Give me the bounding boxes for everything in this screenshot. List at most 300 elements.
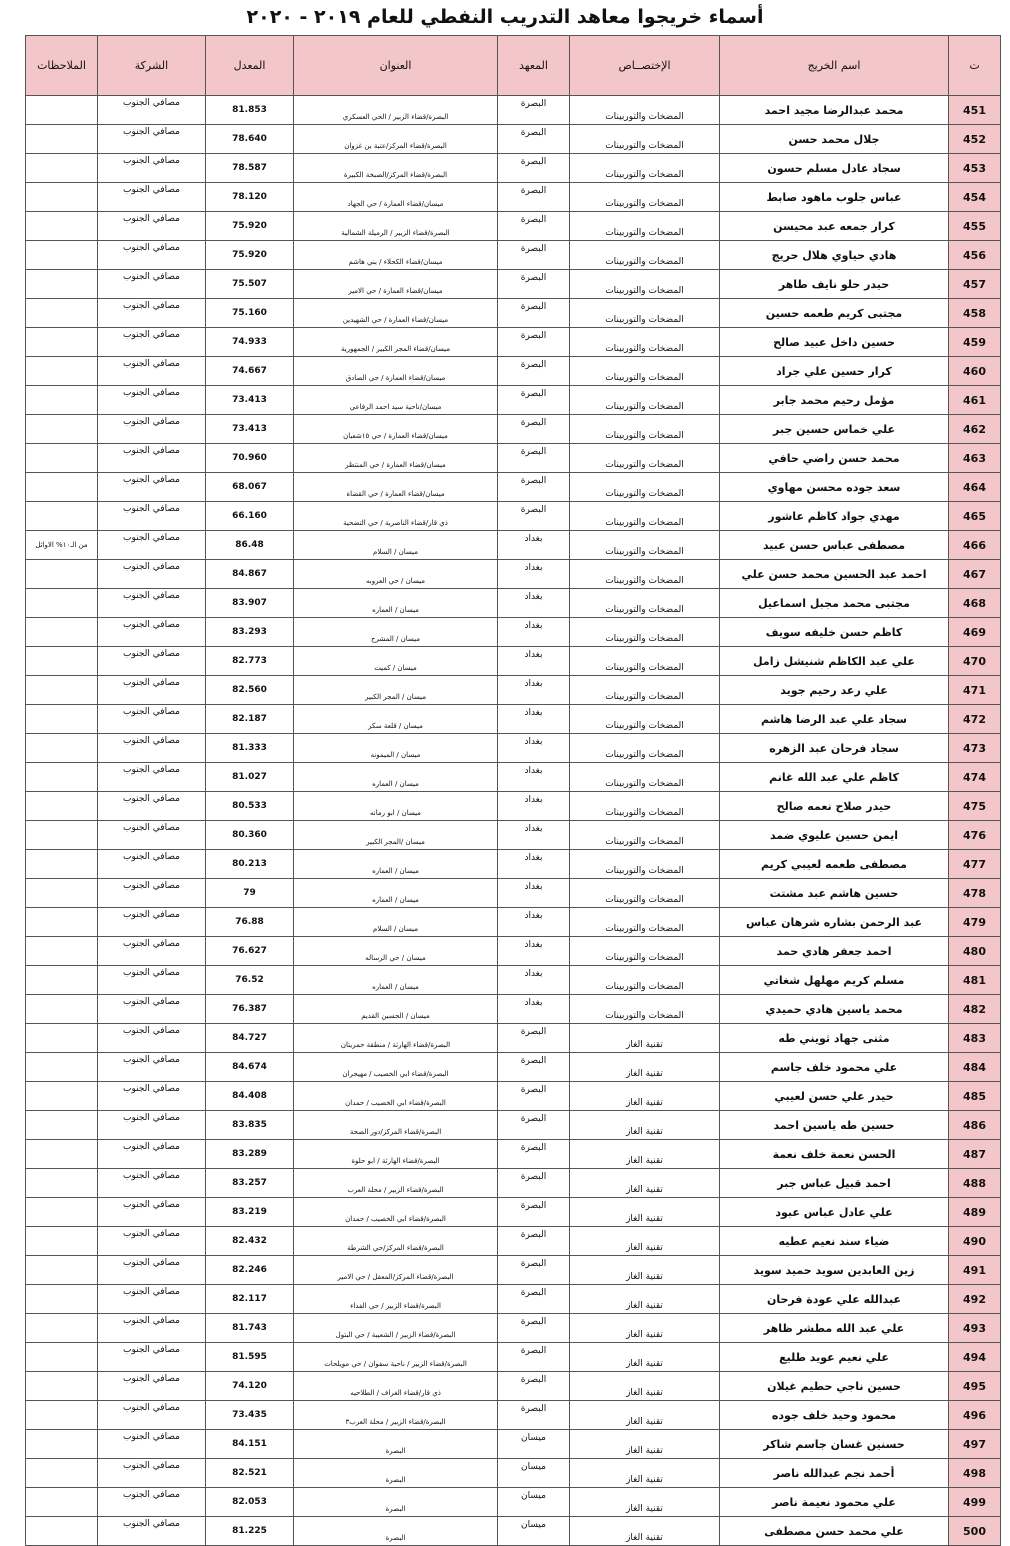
company-cell: مصافي الجنوب	[98, 734, 206, 763]
average-cell: 78.587	[206, 154, 294, 183]
address-cell: البصرة/قضاء الهارثة / ابو حلوة	[294, 1140, 498, 1169]
institute-cell: البصرة	[498, 154, 570, 183]
institute-cell: البصرة	[498, 1343, 570, 1372]
address-cell: البصرة/قضاء الزبير / محلة العرب	[294, 1169, 498, 1198]
institute-cell: البصرة	[498, 270, 570, 299]
table-row	[26, 1488, 1001, 1517]
row-number-cell: 462	[949, 415, 1001, 444]
notes-cell	[26, 1256, 98, 1285]
graduate-name-cell: محمود وحيد خلف جوده	[720, 1401, 949, 1430]
header-address: العنوان	[294, 36, 498, 96]
row-number-cell: 478	[949, 879, 1001, 908]
notes-cell	[26, 908, 98, 937]
company-cell: مصافي الجنوب	[98, 531, 206, 560]
table-row	[26, 386, 1001, 415]
graduate-name-cell: ايمن حسين عليوي ضمد	[720, 821, 949, 850]
graduate-name-cell: احمد عبد الحسين محمد حسن علي	[720, 560, 949, 589]
graduate-name-cell: الحسن نعمة خلف نعمة	[720, 1140, 949, 1169]
institute-cell: بغداد	[498, 589, 570, 618]
average-cell: 83.289	[206, 1140, 294, 1169]
company-cell: مصافي الجنوب	[98, 1053, 206, 1082]
graduate-name-cell: علي عبد الكاظم شنيشل زامل	[720, 647, 949, 676]
graduate-name-cell: محمد ياسين هادي حميدي	[720, 995, 949, 1024]
notes-cell	[26, 1430, 98, 1459]
graduate-name-cell: سجاد فرحان عبد الزهره	[720, 734, 949, 763]
address-cell: البصرة/قضاء الزبير / الحي العسكري	[294, 96, 498, 125]
row-number-cell: 477	[949, 850, 1001, 879]
institute-cell: بغداد	[498, 531, 570, 560]
graduate-name-cell: سجاد علي عبد الرضا هاشم	[720, 705, 949, 734]
row-number-cell: 473	[949, 734, 1001, 763]
graduate-name-cell: أحمد نجم عبدالله ناصر	[720, 1459, 949, 1488]
address-cell: البصرة/قضاء ابي الخصيب / حمدان	[294, 1082, 498, 1111]
average-cell: 82.521	[206, 1459, 294, 1488]
header-row	[26, 36, 1001, 96]
address-cell: البصرة/قضاء المركز/عتبة بن غزوان	[294, 125, 498, 154]
table-row	[26, 763, 1001, 792]
table-row	[26, 1459, 1001, 1488]
address-cell: البصرة/قضاء المركز/المعقل / حي الامير	[294, 1256, 498, 1285]
average-cell: 78.120	[206, 183, 294, 212]
notes-cell	[26, 879, 98, 908]
table-row	[26, 531, 1001, 560]
average-cell: 75.920	[206, 212, 294, 241]
specialization-cell: المضخات والتوربينات	[570, 212, 720, 241]
company-cell: مصافي الجنوب	[98, 473, 206, 502]
institute-cell: بغداد	[498, 676, 570, 705]
notes-cell	[26, 502, 98, 531]
specialization-cell: المضخات والتوربينات	[570, 560, 720, 589]
row-number-cell: 465	[949, 502, 1001, 531]
average-cell: 84.674	[206, 1053, 294, 1082]
company-cell: مصافي الجنوب	[98, 386, 206, 415]
row-number-cell: 451	[949, 96, 1001, 125]
specialization-cell: تقنية الغاز	[570, 1111, 720, 1140]
address-cell: ميسان / الميمونه	[294, 734, 498, 763]
institute-cell: البصرة	[498, 1314, 570, 1343]
company-cell: مصافي الجنوب	[98, 328, 206, 357]
specialization-cell: المضخات والتوربينات	[570, 328, 720, 357]
average-cell: 80.533	[206, 792, 294, 821]
specialization-cell: تقنية الغاز	[570, 1488, 720, 1517]
header-specialization: الإختصــاص	[570, 36, 720, 96]
notes-cell	[26, 1140, 98, 1169]
address-cell: ميسان / العماره	[294, 850, 498, 879]
average-cell: 70.960	[206, 444, 294, 473]
specialization-cell: المضخات والتوربينات	[570, 908, 720, 937]
specialization-cell: المضخات والتوربينات	[570, 850, 720, 879]
row-number-cell: 497	[949, 1430, 1001, 1459]
specialization-cell: تقنية الغاز	[570, 1053, 720, 1082]
institute-cell: بغداد	[498, 763, 570, 792]
address-cell: ميسان / العماره	[294, 763, 498, 792]
graduate-name-cell: جلال محمد حسن	[720, 125, 949, 154]
company-cell: مصافي الجنوب	[98, 618, 206, 647]
graduate-name-cell: مؤمل رحيم محمد جابر	[720, 386, 949, 415]
company-cell: مصافي الجنوب	[98, 1401, 206, 1430]
company-cell: مصافي الجنوب	[98, 270, 206, 299]
table-row	[26, 1111, 1001, 1140]
table-row	[26, 1372, 1001, 1401]
page-title: أسماء خريجوا معاهد التدريب النفطي للعام ٢٠١٩ - ٢٠٢٠	[246, 6, 764, 28]
table-row	[26, 1314, 1001, 1343]
institute-cell: البصرة	[498, 1169, 570, 1198]
table-row	[26, 212, 1001, 241]
table-row	[26, 560, 1001, 589]
specialization-cell: المضخات والتوربينات	[570, 647, 720, 676]
notes-cell	[26, 1314, 98, 1343]
institute-cell: البصرة	[498, 1401, 570, 1430]
address-cell: البصرة/قضاء ابي الخصيب / مهيجران	[294, 1053, 498, 1082]
company-cell: مصافي الجنوب	[98, 212, 206, 241]
average-cell: 82.187	[206, 705, 294, 734]
company-cell: مصافي الجنوب	[98, 1314, 206, 1343]
graduate-name-cell: كرار جمعه عبد محيسن	[720, 212, 949, 241]
row-number-cell: 472	[949, 705, 1001, 734]
row-number-cell: 484	[949, 1053, 1001, 1082]
address-cell: ميسان / المجر الكبير	[294, 676, 498, 705]
company-cell: مصافي الجنوب	[98, 647, 206, 676]
company-cell: مصافي الجنوب	[98, 995, 206, 1024]
notes-cell	[26, 937, 98, 966]
specialization-cell: المضخات والتوربينات	[570, 734, 720, 763]
address-cell: ميسان/قضاء العمارة / حي الجهاد	[294, 183, 498, 212]
institute-cell: ميسان	[498, 1459, 570, 1488]
graduate-name-cell: سجاد عادل مسلم حسون	[720, 154, 949, 183]
company-cell: مصافي الجنوب	[98, 1517, 206, 1546]
institute-cell: بغداد	[498, 966, 570, 995]
table-row	[26, 1430, 1001, 1459]
institute-cell: البصرة	[498, 1285, 570, 1314]
notes-cell	[26, 821, 98, 850]
specialization-cell: المضخات والتوربينات	[570, 502, 720, 531]
row-number-cell: 464	[949, 473, 1001, 502]
average-cell: 81.595	[206, 1343, 294, 1372]
institute-cell: البصرة	[498, 125, 570, 154]
company-cell: مصافي الجنوب	[98, 1343, 206, 1372]
notes-cell	[26, 270, 98, 299]
graduate-name-cell: علي عادل عباس عبود	[720, 1198, 949, 1227]
header-notes: الملاحظات	[26, 36, 98, 96]
row-number-cell: 468	[949, 589, 1001, 618]
notes-cell	[26, 183, 98, 212]
row-number-cell: 466	[949, 531, 1001, 560]
average-cell: 83.293	[206, 618, 294, 647]
row-number-cell: 496	[949, 1401, 1001, 1430]
address-cell: ميسان/قضاء العمارة / حي الصادق	[294, 357, 498, 386]
institute-cell: البصرة	[498, 1198, 570, 1227]
notes-cell	[26, 589, 98, 618]
table-row	[26, 1053, 1001, 1082]
address-cell: ميسان / كميت	[294, 647, 498, 676]
row-number-cell: 491	[949, 1256, 1001, 1285]
average-cell: 83.835	[206, 1111, 294, 1140]
specialization-cell: المضخات والتوربينات	[570, 125, 720, 154]
table-row	[26, 183, 1001, 212]
notes-cell	[26, 96, 98, 125]
institute-cell: بغداد	[498, 705, 570, 734]
company-cell: مصافي الجنوب	[98, 183, 206, 212]
company-cell: مصافي الجنوب	[98, 1140, 206, 1169]
address-cell: ميسان / حي الرساله	[294, 937, 498, 966]
address-cell: البصرة/قضاء المركز/الصبخة الكبيرة	[294, 154, 498, 183]
table-row	[26, 270, 1001, 299]
notes-cell	[26, 734, 98, 763]
row-number-cell: 489	[949, 1198, 1001, 1227]
specialization-cell: تقنية الغاز	[570, 1140, 720, 1169]
row-number-cell: 459	[949, 328, 1001, 357]
institute-cell: البصرة	[498, 1140, 570, 1169]
row-number-cell: 488	[949, 1169, 1001, 1198]
notes-cell	[26, 328, 98, 357]
institute-cell: بغداد	[498, 821, 570, 850]
table-row	[26, 415, 1001, 444]
header-company: الشركة	[98, 36, 206, 96]
table-row	[26, 357, 1001, 386]
institute-cell: البصرة	[498, 1227, 570, 1256]
address-cell: البصرة/قضاء ابي الخصيب / حمدان	[294, 1198, 498, 1227]
address-cell: ذي قار/قضاء الغراف / الطلاحيه	[294, 1372, 498, 1401]
specialization-cell: المضخات والتوربينات	[570, 763, 720, 792]
average-cell: 82.560	[206, 676, 294, 705]
company-cell: مصافي الجنوب	[98, 1082, 206, 1111]
institute-cell: البصرة	[498, 386, 570, 415]
average-cell: 74.667	[206, 357, 294, 386]
company-cell: مصافي الجنوب	[98, 1198, 206, 1227]
company-cell: مصافي الجنوب	[98, 589, 206, 618]
specialization-cell: المضخات والتوربينات	[570, 386, 720, 415]
graduate-name-cell: مثنى جهاد ثويني طه	[720, 1024, 949, 1053]
graduates-table	[25, 35, 1001, 1546]
average-cell: 84.727	[206, 1024, 294, 1053]
table-row	[26, 589, 1001, 618]
header-average: المعدل	[206, 36, 294, 96]
notes-cell	[26, 647, 98, 676]
average-cell: 81.743	[206, 1314, 294, 1343]
header-institute: المعهد	[498, 36, 570, 96]
company-cell: مصافي الجنوب	[98, 415, 206, 444]
graduate-name-cell: محمد حسن راضي حافي	[720, 444, 949, 473]
graduate-name-cell: سعد جوده محسن مهاوي	[720, 473, 949, 502]
graduate-name-cell: علي محمود خلف جاسم	[720, 1053, 949, 1082]
graduate-name-cell: علي محمد حسن مصطفى	[720, 1517, 949, 1546]
table-row	[26, 1285, 1001, 1314]
notes-cell	[26, 357, 98, 386]
row-number-cell: 493	[949, 1314, 1001, 1343]
graduate-name-cell: مصطفى طعمه لعيبي كريم	[720, 850, 949, 879]
table-row	[26, 1256, 1001, 1285]
table-row	[26, 1198, 1001, 1227]
institute-cell: بغداد	[498, 937, 570, 966]
notes-cell	[26, 1024, 98, 1053]
specialization-cell: المضخات والتوربينات	[570, 879, 720, 908]
notes-cell	[26, 1227, 98, 1256]
graduate-name-cell: حيدر حلو نايف طاهر	[720, 270, 949, 299]
notes-cell	[26, 1198, 98, 1227]
institute-cell: البصرة	[498, 328, 570, 357]
table-row	[26, 908, 1001, 937]
graduate-name-cell: مصطفى عباس حسن عبيد	[720, 531, 949, 560]
institute-cell: البصرة	[498, 1024, 570, 1053]
graduate-name-cell: حسين ناجي حطيم غيلان	[720, 1372, 949, 1401]
institute-cell: بغداد	[498, 560, 570, 589]
company-cell: مصافي الجنوب	[98, 705, 206, 734]
notes-cell	[26, 618, 98, 647]
institute-cell: البصرة	[498, 1111, 570, 1140]
table-row	[26, 1169, 1001, 1198]
table-row	[26, 1227, 1001, 1256]
notes-cell	[26, 705, 98, 734]
average-cell: 81.333	[206, 734, 294, 763]
table-row	[26, 1024, 1001, 1053]
table-body	[26, 96, 1001, 1546]
institute-cell: البصرة	[498, 1053, 570, 1082]
specialization-cell: المضخات والتوربينات	[570, 183, 720, 212]
row-number-cell: 467	[949, 560, 1001, 589]
row-number-cell: 487	[949, 1140, 1001, 1169]
row-number-cell: 469	[949, 618, 1001, 647]
table-row	[26, 676, 1001, 705]
row-number-cell: 500	[949, 1517, 1001, 1546]
address-cell: البصرة/قضاء المركز/دور الصحة	[294, 1111, 498, 1140]
institute-cell: ميسان	[498, 1488, 570, 1517]
row-number-cell: 457	[949, 270, 1001, 299]
institute-cell: البصرة	[498, 1082, 570, 1111]
table-row	[26, 734, 1001, 763]
company-cell: مصافي الجنوب	[98, 560, 206, 589]
graduate-name-cell: ضياء سند نعيم عطيه	[720, 1227, 949, 1256]
specialization-cell: المضخات والتوربينات	[570, 589, 720, 618]
graduate-name-cell: هادي حياوي هلال حريج	[720, 241, 949, 270]
table-row	[26, 995, 1001, 1024]
notes-cell	[26, 560, 98, 589]
address-cell: ميسان/قضاء المجر الكبير / الجمهورية	[294, 328, 498, 357]
address-cell: ذي قار/قضاء الناصرية / حي التضحية	[294, 502, 498, 531]
institute-cell: بغداد	[498, 879, 570, 908]
graduate-name-cell: حسين هاشم عبد مشتت	[720, 879, 949, 908]
address-cell: ميسان/قضاء العمارة / حي الامير	[294, 270, 498, 299]
row-number-cell: 470	[949, 647, 1001, 676]
row-number-cell: 475	[949, 792, 1001, 821]
specialization-cell: تقنية الغاز	[570, 1314, 720, 1343]
company-cell: مصافي الجنوب	[98, 676, 206, 705]
specialization-cell: تقنية الغاز	[570, 1024, 720, 1053]
average-cell: 66.160	[206, 502, 294, 531]
company-cell: مصافي الجنوب	[98, 502, 206, 531]
institute-cell: البصرة	[498, 1256, 570, 1285]
company-cell: مصافي الجنوب	[98, 125, 206, 154]
table-row	[26, 850, 1001, 879]
table-row	[26, 792, 1001, 821]
average-cell: 83.907	[206, 589, 294, 618]
specialization-cell: تقنية الغاز	[570, 1256, 720, 1285]
table-row	[26, 502, 1001, 531]
notes-cell	[26, 241, 98, 270]
graduate-name-cell: حسين داخل عبيد صالح	[720, 328, 949, 357]
specialization-cell: المضخات والتوربينات	[570, 705, 720, 734]
graduate-name-cell: عبدالله علي عودة فرحان	[720, 1285, 949, 1314]
average-cell: 75.920	[206, 241, 294, 270]
notes-cell	[26, 850, 98, 879]
row-number-cell: 454	[949, 183, 1001, 212]
notes-cell	[26, 676, 98, 705]
row-number-cell: 458	[949, 299, 1001, 328]
specialization-cell: المضخات والتوربينات	[570, 357, 720, 386]
average-cell: 82.117	[206, 1285, 294, 1314]
average-cell: 73.435	[206, 1401, 294, 1430]
graduate-name-cell: علي نعيم عويد طليع	[720, 1343, 949, 1372]
notes-cell	[26, 1372, 98, 1401]
table-row	[26, 647, 1001, 676]
address-cell: ميسان/قضاء الكحلاء / بني هاشم	[294, 241, 498, 270]
specialization-cell: تقنية الغاز	[570, 1285, 720, 1314]
average-cell: 81.853	[206, 96, 294, 125]
row-number-cell: 499	[949, 1488, 1001, 1517]
row-number-cell: 480	[949, 937, 1001, 966]
average-cell: 79	[206, 879, 294, 908]
address-cell: ميسان / العماره	[294, 966, 498, 995]
specialization-cell: المضخات والتوربينات	[570, 937, 720, 966]
table-row	[26, 821, 1001, 850]
specialization-cell: المضخات والتوربينات	[570, 966, 720, 995]
row-number-cell: 483	[949, 1024, 1001, 1053]
notes-cell	[26, 1343, 98, 1372]
table-row	[26, 96, 1001, 125]
graduate-name-cell: مهدي جواد كاظم عاشور	[720, 502, 949, 531]
average-cell: 75.507	[206, 270, 294, 299]
notes-cell	[26, 966, 98, 995]
notes-cell	[26, 763, 98, 792]
specialization-cell: تقنية الغاز	[570, 1372, 720, 1401]
row-number-cell: 456	[949, 241, 1001, 270]
row-number-cell: 495	[949, 1372, 1001, 1401]
table-row	[26, 705, 1001, 734]
specialization-cell: تقنية الغاز	[570, 1198, 720, 1227]
company-cell: مصافي الجنوب	[98, 1488, 206, 1517]
company-cell: مصافي الجنوب	[98, 1256, 206, 1285]
graduate-name-cell: مجتبى كريم طعمه حسين	[720, 299, 949, 328]
specialization-cell: المضخات والتوربينات	[570, 995, 720, 1024]
address-cell: البصرة	[294, 1459, 498, 1488]
notes-cell	[26, 386, 98, 415]
row-number-cell: 474	[949, 763, 1001, 792]
company-cell: مصافي الجنوب	[98, 763, 206, 792]
average-cell: 82.246	[206, 1256, 294, 1285]
notes-cell	[26, 473, 98, 502]
company-cell: مصافي الجنوب	[98, 879, 206, 908]
average-cell: 82.432	[206, 1227, 294, 1256]
notes-cell	[26, 212, 98, 241]
specialization-cell: المضخات والتوربينات	[570, 531, 720, 560]
address-cell: البصرة/قضاء الهارثة / منطقة حمريتان	[294, 1024, 498, 1053]
header-no: ت	[949, 36, 1001, 96]
company-cell: مصافي الجنوب	[98, 1372, 206, 1401]
average-cell: 81.225	[206, 1517, 294, 1546]
address-cell: ميسان / المشرح	[294, 618, 498, 647]
notes-cell	[26, 1517, 98, 1546]
row-number-cell: 452	[949, 125, 1001, 154]
table-row	[26, 125, 1001, 154]
address-cell: ميسان / العماره	[294, 879, 498, 908]
notes-cell	[26, 444, 98, 473]
average-cell: 86.48	[206, 531, 294, 560]
institute-cell: البصرة	[498, 241, 570, 270]
address-cell: البصرة/قضاء المركز/حي الشرطة	[294, 1227, 498, 1256]
graduate-name-cell: حيدر علي حسن لعيبي	[720, 1082, 949, 1111]
institute-cell: البصرة	[498, 96, 570, 125]
specialization-cell: المضخات والتوربينات	[570, 676, 720, 705]
address-cell: ميسان / حي العروبه	[294, 560, 498, 589]
